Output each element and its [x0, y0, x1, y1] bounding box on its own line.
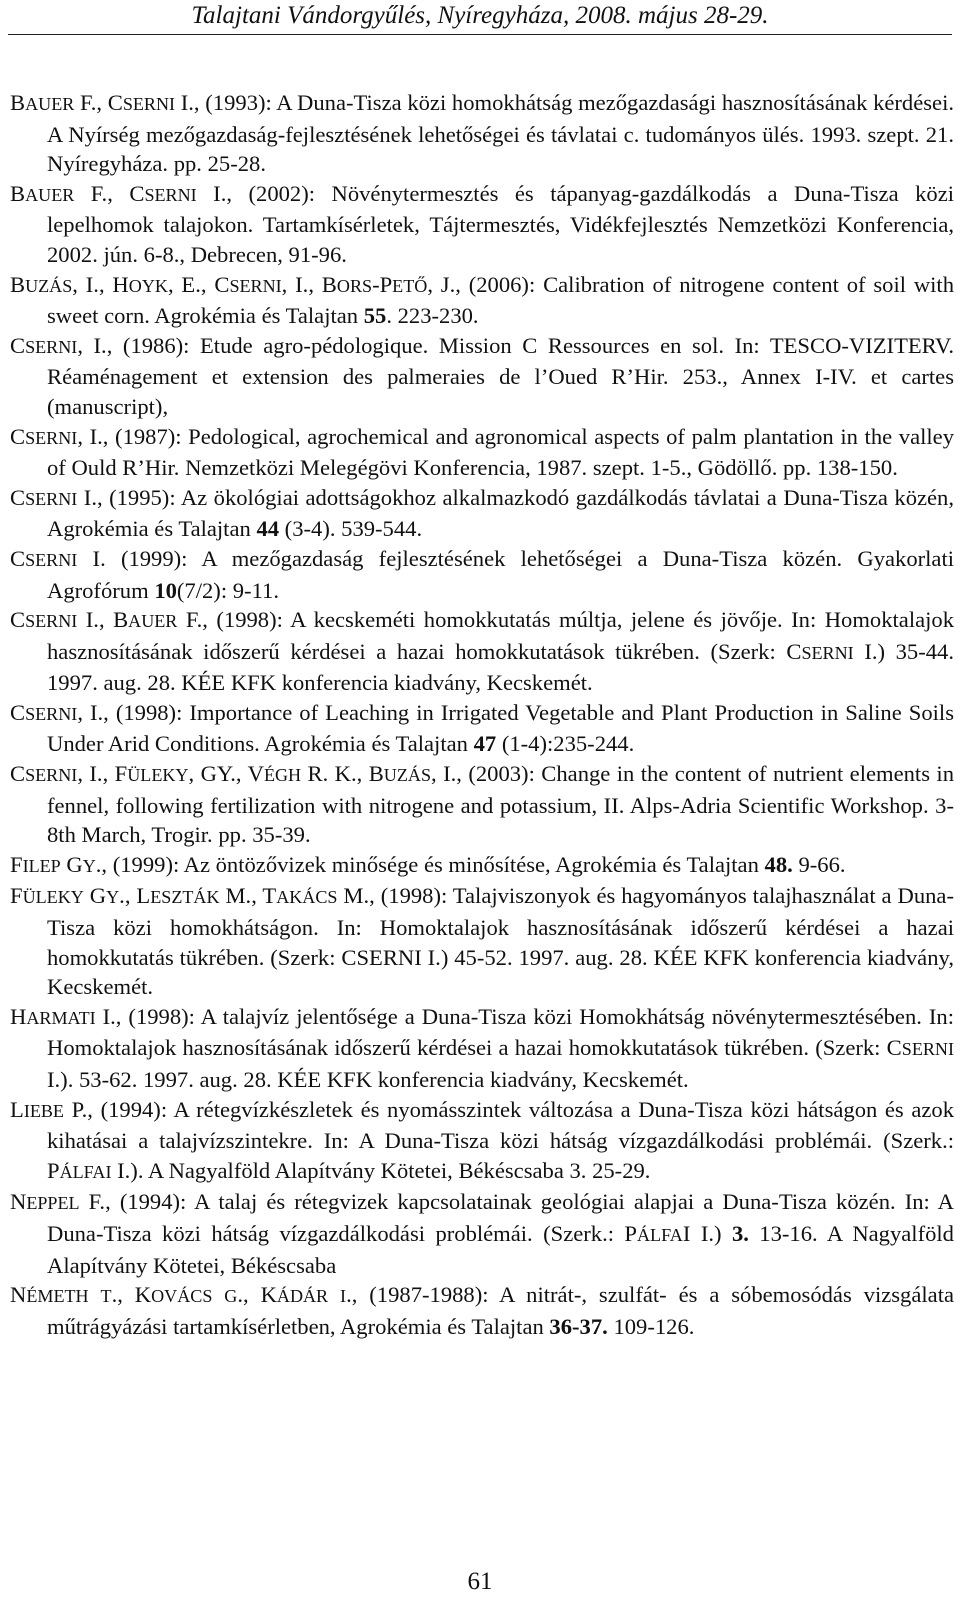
reference-item: LIEBE P., (1994): A rétegvízkészletek és nyomásszintek változása a Duna-Tisza közi hátságon és azok kihatásai a talajvízszintekre. In: A Duna-Tisza közi hátság vízgazdálkodási problémái. (Szerk.: PÁLFAI I.). A Nagyalföld Alapítvány Kötetei, Békéscsaba 3. 25-29.	[10, 1096, 954, 1183]
reference-item: BAUER F., CSERNI I., (2002): Növénytermesztés és tápanyag-gazdálkodás a Duna-Tisza közi lepelhomok talajokon. Tartamkísérletek, Tájtermesztés, Vidékfejlesztés Nemzetközi Konferencia, 2002. jún. 6-8., Debrecen, 91-96.	[10, 180, 954, 267]
reference-item: FÜLEKY GY., LESZTÁK M., TAKÁCS M., (1998): Talajviszonyok és hagyományos talajhasználat a Duna-Tisza közi homokhátságon. In: Homoktalajok hasznosításának időszerű kérdései a hazai homokkutatás tükrében. (Szerk: CSERNI I.) 45-52. 1997. aug. 28. KÉE KFK konferencia kiadvány, Kecskemét.	[10, 883, 954, 1000]
reference-list	[10, 88, 954, 1341]
running-header: Talajtani Vándorgyűlés, Nyíregyháza, 2008. május 28-29.	[191, 2, 769, 29]
reference-item: BUZÁS, I., HOYK, E., CSERNI, I., BORS-PETŐ, J., (2006): Calibration of nitrogene content of soil with sweet corn. Agrokémia és Talajtan 55. 223-230.	[10, 271, 955, 329]
reference-item: CSERNI, I., (1986): Etude agro-pédologique. Mission C Ressources en sol. In: TESCO-VIZITERV. Réaménagement et extension des palmeraies de l’Oued R’Hir. 253., Annex I-IV. et cartes (manuscript),	[10, 332, 954, 419]
reference-item: FILEP GY., (1999): Az öntözővizek minősége és minősítése, Agrokémia és Talajtan 48. 9-66.	[10, 851, 846, 877]
reference-item: CSERNI I. (1999): A mezőgazdaság fejlesztésének lehetőségei a Duna-Tisza közén. Gyakorlati Agrofórum 10(7/2): 9-11.	[10, 545, 954, 603]
reference-item: NEPPEL F., (1994): A talaj és rétegvizek kapcsolatainak geológiai alapjai a Duna-Tisza közén. In: A Duna-Tisza közi hátság vízgazdálkodási problémái. (Szerk.: PÁLFAI I.) 3. 13-16. A Nagyalföld Alapítvány Kötetei, Békéscsaba	[10, 1189, 954, 1278]
header-rule	[8, 34, 952, 35]
reference-item: CSERNI, I., FÜLEKY, GY., VÉGH R. K., BUZÁS, I., (2003): Change in the content of nutrient elements in fennel, following fertilization with nitrogene and potassium, II. Alps-Adria Scientific Workshop. 3-8th March, Trogir. pp. 35-39.	[10, 761, 954, 848]
reference-item: BAUER F., CSERNI I., (1993): A Duna-Tisza közi homokhátság mezőgazdasági hasznosításának kérdései. A Nyírség mezőgazdaság-fejlesztésének lehetőségei és távlatai c. tudományos ülés. 1993. szept. 21. Nyíregyháza. pp. 25-28.	[10, 90, 954, 177]
reference-item: CSERNI I., (1995): Az ökológiai adottságokhoz alkalmazkodó gazdálkodás távlatai a Duna-Tisza közén, Agrokémia és Talajtan 44 (3-4). 539-544.	[10, 484, 954, 542]
reference-item: CSERNI, I., (1998): Importance of Leaching in Irrigated Vegetable and Plant Production in Saline Soils Under Arid Conditions. Agrokémia és Talajtan 47 (1-4):235-244.	[10, 699, 954, 757]
reference-item: NÉMETH T., KOVÁCS G., KÁDÁR I., (1987-1988): A nitrát-, szulfát- és a sóbemosódás vizsgálata műtrágyázási tartamkísérletben, Agrokémia és Talajtan 36-37. 109-126.	[10, 1282, 954, 1339]
page-number: 61	[467, 1568, 493, 1595]
reference-item: HARMATI I., (1998): A talajvíz jelentősége a Duna-Tisza közi Homokhátság növénytermesztésében. In: Homoktalajok hasznosításának időszerű kérdései a hazai homokkutatások tükrében. (Szerk: CSERNI I.). 53-62. 1997. aug. 28. KÉE KFK konferencia kiadvány, Kecskemét.	[10, 1003, 954, 1092]
reference-item: CSERNI I., BAUER F., (1998): A kecskeméti homokkutatás múltja, jelene és jövője. In: Homoktalajok hasznosításának időszerű kérdései a hazai homokkutatások tükrében. (Szerk: CSERNI I.) 35-44. 1997. aug. 28. KÉE KFK konferencia kiadvány, Kecskemét.	[10, 607, 954, 696]
reference-item: CSERNI, I., (1987): Pedological, agrochemical and agronomical aspects of palm plantation in the valley of Ould R’Hir. Nemzetközi Melegégövi Konferencia, 1987. szept. 1-5., Gödöllő. pp. 138-150.	[10, 423, 954, 481]
